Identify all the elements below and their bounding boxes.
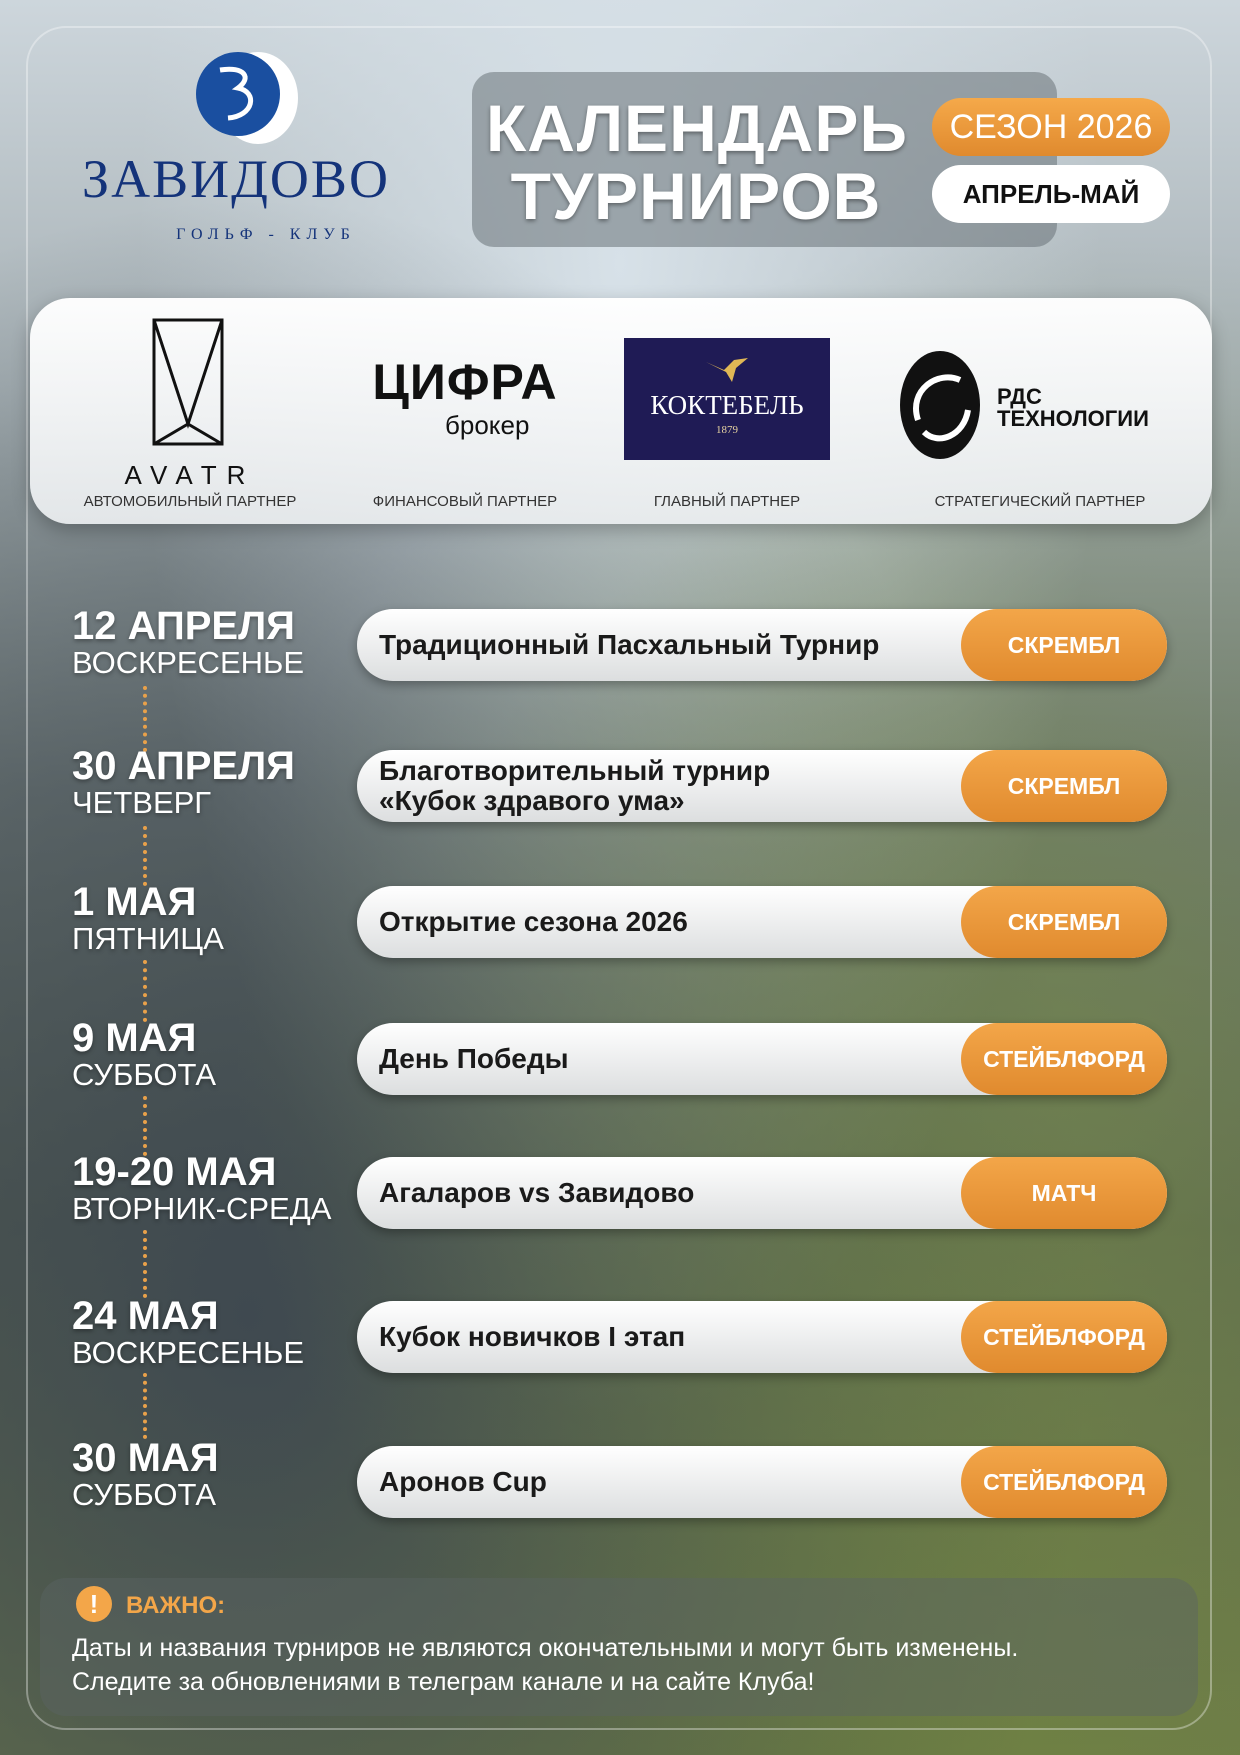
event-weekday: СУББОТА <box>72 1057 217 1092</box>
event-format-badge: СТЕЙБЛФОРД <box>961 1301 1167 1373</box>
event-format-badge: СТЕЙБЛФОРД <box>961 1446 1167 1518</box>
event-name <box>379 609 939 681</box>
cifra-sub: брокер <box>445 410 530 440</box>
event-date <box>72 746 295 820</box>
event-format-badge: СКРЕМБЛ <box>961 886 1167 958</box>
event-day: 9 МАЯ <box>72 1016 197 1060</box>
rds-line-2: ТЕХНОЛОГИИ <box>997 406 1149 431</box>
rds-wordmark <box>997 386 1149 430</box>
rds-line-1: РДС <box>997 384 1042 409</box>
rds-logo-icon <box>898 350 982 460</box>
months-badge: АПРЕЛЬ-МАЙ <box>932 165 1170 223</box>
event-name <box>379 1157 939 1229</box>
event-day: 30 АПРЕЛЯ <box>72 744 295 788</box>
event-weekday: ЧЕТВЕРГ <box>72 785 212 820</box>
koktebel-logo <box>624 338 830 460</box>
event-name <box>379 1301 939 1373</box>
event-name-text: Традиционный Пасхальный Турнир <box>379 629 880 660</box>
event-day: 1 МАЯ <box>72 880 197 924</box>
event-name-text: Аронов Cup <box>379 1466 547 1497</box>
timeline-connector <box>143 1096 147 1156</box>
event-date <box>72 1152 331 1226</box>
partners-panel <box>30 298 1212 524</box>
event-name <box>379 1023 939 1095</box>
partner-rds <box>890 298 1190 524</box>
event-day: 12 АПРЕЛЯ <box>72 604 295 648</box>
event-weekday: ВОСКРЕСЕНЬЕ <box>72 1335 305 1370</box>
event-weekday: ВТОРНИК-СРЕДА <box>72 1191 332 1226</box>
event-row[interactable] <box>357 1157 1167 1229</box>
event-row[interactable] <box>357 1446 1167 1518</box>
timeline-connector <box>143 686 147 752</box>
title-line-2: ТУРНИРОВ <box>510 159 882 233</box>
partner-caption: АВТОМОБИЛЬНЫЙ ПАРТНЕР <box>83 493 297 510</box>
event-row[interactable] <box>357 750 1167 822</box>
event-row[interactable] <box>357 1301 1167 1373</box>
event-name-text-line2: «Кубок здравого ума» <box>379 785 685 816</box>
event-date <box>72 1018 216 1092</box>
club-emblem-icon <box>190 48 300 148</box>
event-day: 24 МАЯ <box>72 1294 219 1338</box>
notice-line-2: Следите за обновлениями в телеграм канале и на сайте Клуба! <box>72 1668 815 1696</box>
club-name: ЗАВИДОВО <box>82 149 390 209</box>
event-date <box>72 882 224 956</box>
warning-icon: ! <box>76 1586 112 1622</box>
partner-koktebel <box>624 298 830 524</box>
title-line-1: КАЛЕНДАРЬ <box>486 91 908 165</box>
event-name-text: Кубок новичков I этап <box>379 1321 686 1352</box>
partner-avatr <box>70 298 310 524</box>
notice-title: ВАЖНО: <box>126 1592 226 1619</box>
timeline-connector <box>143 960 147 1022</box>
event-date <box>72 1296 304 1370</box>
partner-caption: СТРАТЕГИЧЕСКИЙ ПАРТНЕР <box>934 493 1146 510</box>
event-row[interactable] <box>357 1023 1167 1095</box>
event-date <box>72 1438 219 1512</box>
event-name <box>379 886 939 958</box>
important-notice <box>40 1578 1198 1716</box>
event-format-badge: МАТЧ <box>961 1157 1167 1229</box>
cifra-wordmark: ЦИФРА <box>372 354 558 410</box>
timeline-connector <box>143 1373 147 1439</box>
event-row[interactable] <box>357 609 1167 681</box>
event-date <box>72 606 304 680</box>
event-day: 30 МАЯ <box>72 1436 219 1480</box>
event-weekday: СУББОТА <box>72 1477 217 1512</box>
avatr-wordmark: AVATR <box>124 460 256 490</box>
partner-caption: ГЛАВНЫЙ ПАРТНЕР <box>653 493 801 510</box>
partner-caption: ФИНАНСОВЫЙ ПАРТНЕР <box>372 493 558 510</box>
event-format-badge: СТЕЙБЛФОРД <box>961 1023 1167 1095</box>
timeline-connector <box>143 1230 147 1298</box>
koktebel-year: 1879 <box>716 424 738 436</box>
avatr-logo-icon <box>150 316 226 448</box>
event-name-text: День Победы <box>379 1043 569 1074</box>
event-format-badge: СКРЕМБЛ <box>961 609 1167 681</box>
event-name-text: Благотворительный турнир <box>379 755 771 786</box>
season-badge: СЕЗОН 2026 <box>932 98 1170 156</box>
event-weekday: ВОСКРЕСЕНЬЕ <box>72 645 305 680</box>
partner-cifra <box>330 298 600 524</box>
angel-icon <box>704 356 750 384</box>
event-name <box>379 750 939 822</box>
koktebel-wordmark: КОКТЕБЕЛЬ <box>650 390 804 420</box>
event-name <box>379 1446 939 1518</box>
event-day: 19-20 МАЯ <box>72 1150 277 1194</box>
timeline-connector <box>143 826 147 886</box>
page-title <box>486 91 908 233</box>
event-format-badge: СКРЕМБЛ <box>961 750 1167 822</box>
club-logo <box>66 48 406 248</box>
event-weekday: ПЯТНИЦА <box>72 921 224 956</box>
club-subtitle: ГОЛЬФ - КЛУБ <box>176 226 356 243</box>
event-name-text: Открытие сезона 2026 <box>379 906 688 937</box>
event-name-text: Агаларов vs Завидово <box>379 1177 695 1208</box>
notice-line-1: Даты и названия турниров не являются окончательными и могут быть изменены. <box>72 1634 1019 1662</box>
event-row[interactable] <box>357 886 1167 958</box>
